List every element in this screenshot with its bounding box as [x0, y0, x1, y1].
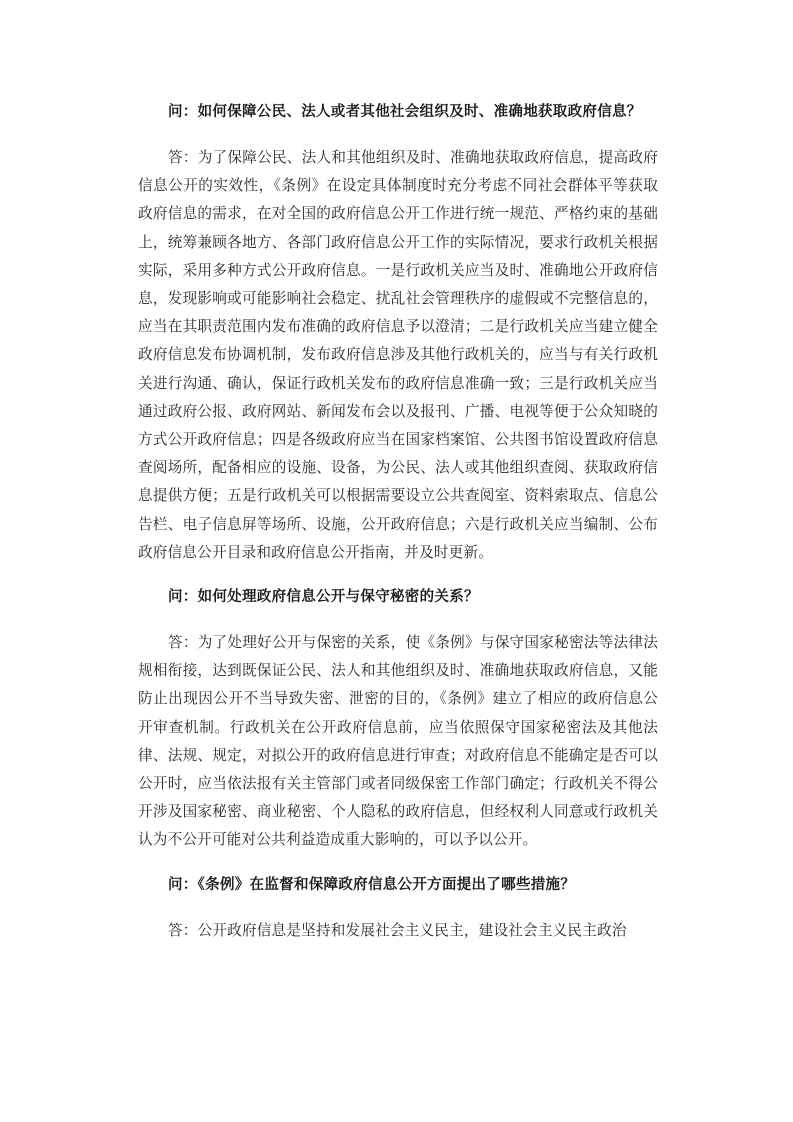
document-body [138, 100, 658, 945]
answer-paragraph: 答：公开政府信息是坚持和发展社会主义民主，建设社会主义民主政治 [168, 921, 627, 939]
question-heading: 问：《条例》在监督和保障政府信息公开方面提出了哪些措施？ [168, 876, 576, 893]
answer-paragraph: 答：为了处理好公开与保密的关系，使《条例》与保守国家秘密法等法律法规相衔接，达到既保证公民、法人和其他组织及时、准确地获取政府信息，又能防止出现因公开不当导致失密、泄密的目的，《条例》建立了相应的政府信息公开审查机制。行政机关在公开政府信息前，应当依照保守国家秘密法及其他法律、法规、规定，对拟公开的政府信息进行审查；对政府信息不能确定是否可以公开时，应当依法报有关主管部门或者同级保密工作部门确定；行政机关不得公开涉及国家秘密、商业秘密、个人隐私的政府信息，但经权利人同意或行政机关认为不公开可能对公共利益造成重大影响的，可以予以公开。 [138, 634, 658, 849]
question-heading: 问：如何保障公民、法人或者其他社会组织及时、准确地获取政府信息？ [168, 104, 642, 120]
question-heading: 问：如何处理政府信息公开与保守秘密的关系？ [168, 589, 479, 606]
answer-paragraph: 答：为了保障公民、法人和其他组织及时、准确地获取政府信息，提高政府信息公开的实效性，《条例》在设定具体制度时充分考虑不同社会群体平等获取政府信息的需求，在对全国的政府信息公开工作进行统一规范、严格约束的基础上，统筹兼顾各地方、各部门政府信息公开工作的实际情况，要求行政机关根据实际，采用多种方式公开政府信息。一是行政机关应当及时、准确地公开政府信息，发现影响或可能影响社会稳定、扰乱社会管理秩序的虚假或不完整信息的，应当在其职责范围内发布准确的政府信息予以澄清；二是行政机关应当建立健全政府信息发布协调机制，发布政府信息涉及其他行政机关的，应当与有关行政机关进行沟通、确认，保证行政机关发布的政府信息准确一致；三是行政机关应当通过政府公报、政府网站、新闻发布会以及报刊、广播、电视等便于公众知晓的方式公开政府信息；四是各级政府应当在国家档案馆、公共图书馆设置政府信息查阅场所，配备相应的设施、设备，为公民、法人或其他组织查阅、获取政府信息提供方便；五是行政机关可以根据需要设立公共查阅室、资料索取点、信息公告栏、电子信息屏等场所、设施，公开政府信息；六是行政机关应当编制、公布政府信息公开目录和政府信息公开指南，并及时更新。 [138, 149, 658, 561]
